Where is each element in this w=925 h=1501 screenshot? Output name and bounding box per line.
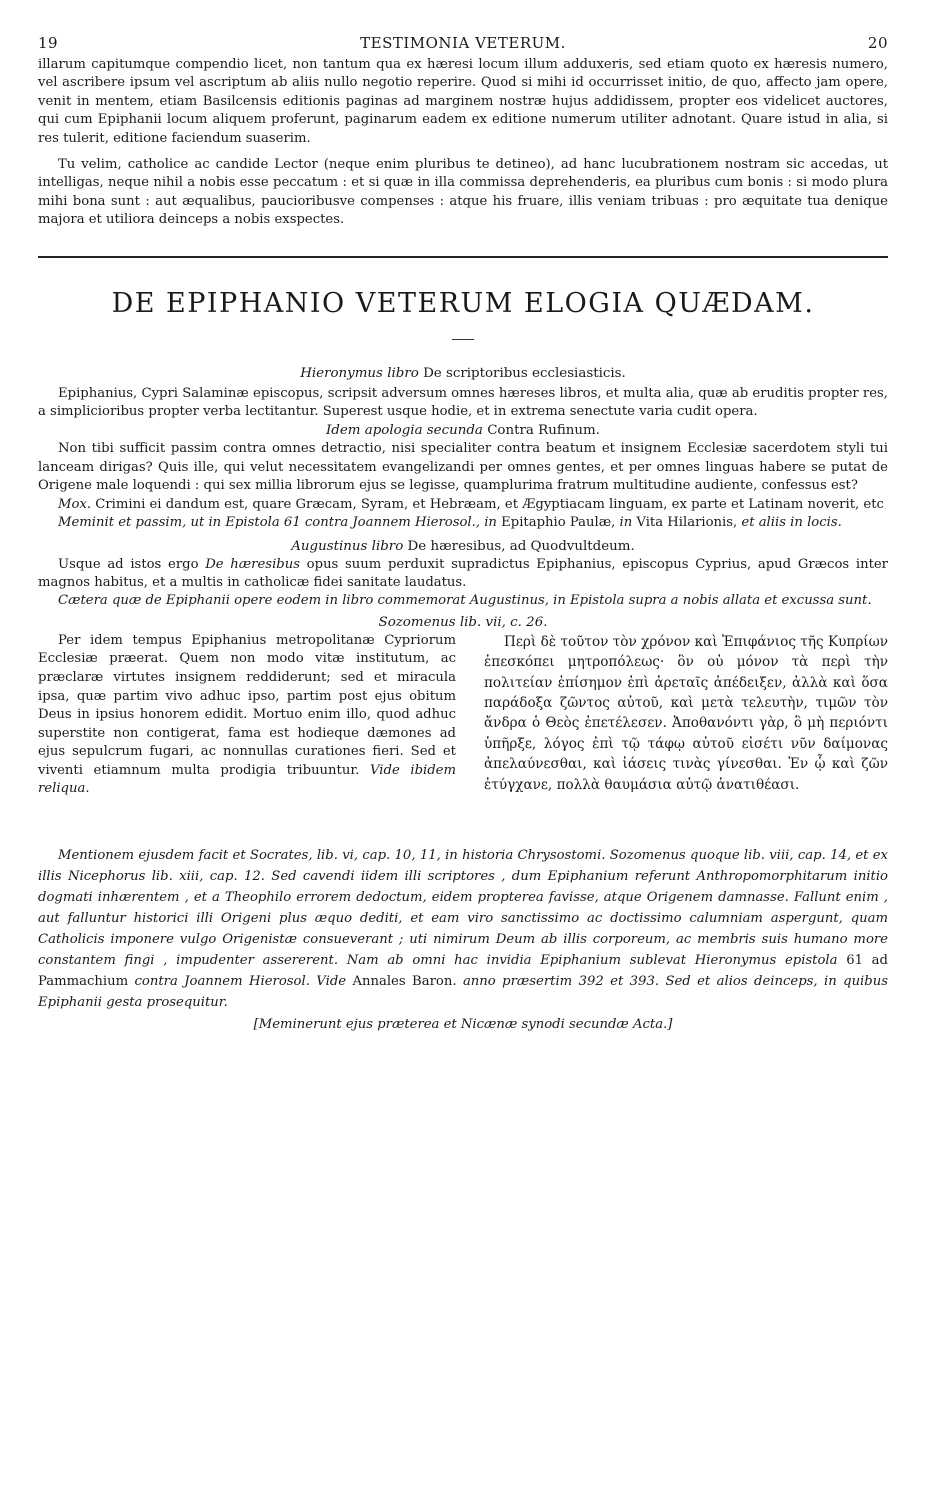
intro-paragraph-2: Tu velim, catholice ac candide Lector (neque enim pluribus te detineo), ad hanc lucubrationem nostram sic accedas, ut intelligas, neque nihil a nobis esse peccatum : et si quæ in illa commissa deprehenderis, ea pluribus cum bonis : si modo plura mihi bona sunt : aut æqualibus, paucioribusve compenses : atque his fruare, illis veniam tribuas : pro æquitate tua denique majora et utiliora deinceps a nobis exspectes. <box>38 157 888 228</box>
sozomenus-latin-ref: Vide ibidem reliqua. <box>38 762 456 797</box>
closing-c: contra Joannem Hierosol. Vide <box>128 974 353 990</box>
augustinus-b: De hæresibus <box>205 556 300 572</box>
source-work: Contra Rufinum. <box>487 423 600 439</box>
section-title: DE EPIPHANIO VETERUM ELOGIA QUÆDAM. <box>111 287 815 319</box>
mox-text <box>38 496 888 514</box>
meminit-note <box>38 514 888 532</box>
idem-text: Non tibi sufficit passim contra omnes detractio, nisi specialiter contra beatum et insignem Ecclesiæ sacerdotem styli tui lanceam dirigas? Quis ille, qui velut necessitatem evangelizandi per omnes gentes, et per omnes linguas habere se putat de Origene male loquendi : qui sex millia librorum ejus se legisse, quamplurima fratrum multitudine audiente, confessus est? <box>38 441 888 494</box>
meminit-e: et aliis in locis. <box>737 515 842 531</box>
running-title: TESTIMONIA VETERUM. <box>360 34 566 52</box>
meminit-c: in <box>619 515 637 531</box>
source-work: De scriptoribus ecclesiasticis. <box>423 365 626 381</box>
closing-a: Mentionem ejusdem facit et Socrates, lib. vi, cap. 10, 11, in historia Chrysostomi. Sozomenus quoque lib. viii, cap. 14, et ex illis Nicephorus lib. xiii, cap. 12. Sed cavendi iidem illi scriptores , dum Epiphanium referunt Anthropomorphitarum initio dogmati inhærentem , et a Theophilo errorem dedoctum, eidem propterea favisse, atque Origenem damnasse. Fallunt enim , aut falluntur historici illi Origeni plus æquo dediti, et eam viro sanctissimo ac doctissimo calumniam aspergunt, quam Catholicis imponere vulgo Origenistæ consueverant ; uti nimirum Deum ab illis corporeum, ac membris suis humano more constantem fingi , impudenter assererent. Nam ab omni hac invidia Epiphanium sublevat Hieronymus epistola <box>38 848 888 969</box>
page <box>38 34 888 1032</box>
sozomenus-latin <box>38 632 456 799</box>
closing-text <box>38 845 888 1013</box>
title-dash <box>452 339 474 340</box>
meminit-d: Vita Hilarionis, <box>636 515 738 531</box>
source-work: De hæresibus, ad Quodvultdeum. <box>407 538 635 554</box>
source-heading-hieronymus <box>38 366 888 381</box>
closing-e: anno præsertim 392 et 393. Sed et alios deinceps, in quibus Epiphanii gesta prosequitur. <box>38 974 888 1011</box>
source-heading-idem <box>38 423 888 438</box>
mox-label: Mox. <box>58 496 92 512</box>
source-author: Hieronymus libro <box>300 365 419 381</box>
augustinus-text <box>38 556 888 593</box>
sozomenus-latin-body: Per idem tempus Epiphanius metropolitanæ Cypriorum Ecclesiæ præerat. Quem non modo vitæ institutum, ac præclaræ virtutes insignem reddiderunt; sed et miracula ipsa, quæ partim vivo adhuc ipso, partim post ejus obitum Deus in ipsius honorem edidit. Mortuo enim illo, quod adhuc superstite non contigerat, fama est hodieque dæmones ad ejus sepulcrum fugari, ac nonnullas curationes fieri. Sed et viventi etiamnum multa prodigia tribuuntur. <box>38 632 456 778</box>
source-author: Idem apologia secunda <box>326 423 483 439</box>
mox-body: Crimini ei dandum est, quare Græcam, Syram, et Hebræam, et Ægyptiacam linguam, ex parte et Latinam noverit, etc <box>91 496 884 512</box>
meminit-b: Epitaphio Paulæ, <box>501 515 620 531</box>
closing-note <box>38 845 888 1032</box>
latin-column <box>38 632 456 799</box>
sozomenus-greek: Περὶ δὲ τοῦτον τὸν χρόνον καὶ Ἐπιφάνιος τῆς Κυπρίων ἐπεσκόπει μητροπόλεως· ὃν οὐ μόνον τὰ περὶ τὴν πολιτείαν ἐπίσημον ἐπὶ ἀρεταῖς ἀπέδειξεν, ἀλλὰ καὶ ὅσα παράδοξα ζῶντος αὐτοῦ, καὶ μετὰ τελευτὴν, τιμῶν τὸν ἄνδρα ὁ Θεὸς ἐπετέλεσεν. Ἀποθανόντι γὰρ, ὃ μὴ περιόντι ὑπῆρξε, λόγος ἐπὶ τῷ τάφῳ αὐτοῦ εἰσέτι νῦν δαίμονας ἀπελαύνεσθαι, καὶ ἰάσεις τινὰς γίνεσθαι. Ἐν ᾧ καὶ ζῶν ἐτύγχανε, πολλὰ θαυμάσια αὐτῷ ἀνατιθέασι. <box>484 633 888 793</box>
augustinus-a: Usque ad istos ergo <box>58 556 206 572</box>
page-number-right: 20 <box>867 34 888 52</box>
greek-column <box>484 632 888 799</box>
source-author: Augustinus libro <box>291 538 404 554</box>
running-head <box>38 34 888 52</box>
augustinus-c: opus suum perduxit supradictus Epiphanius, episcopus Cyprius, apud Græcos inter magnos habitus, et a multis in catholicæ fidei sanitate laudatus. <box>38 556 888 590</box>
source-heading-sozomenus: Sozomenus lib. vii, c. 26. <box>378 614 548 630</box>
intro-paragraph-1: illarum capitumque compendio licet, non tantum qua ex hæresi locum illum adduxeris, sed etiam quoto ex hæresis numero, vel ascribere ipsum vel ascriptum ab aliis nullo negotio reperire. Quod si mihi id occurrisset initio, de quo, affecto jam opere, venit in mentem, etiam Basilcensis editionis paginas ad marginem nostræ hujus addidissem, propter eos videlicet auctores, qui cum Epiphanii locum aliquem proferunt, paginarum eadem ex editione numerum utiliter adnotant. Quare istud in alia, si res tulerit, editione faciendum suaserim. <box>38 57 888 146</box>
meminit-a: Meminit et passim, ut in Epistola 61 contra Joannem Hierosol., in <box>58 515 502 531</box>
source-heading-augustinus <box>38 539 888 554</box>
bracket-note: [Meminerunt ejus præterea et Nicænæ synodi secundæ Acta.] <box>253 1017 673 1033</box>
page-number-left: 19 <box>38 34 59 52</box>
section-rule <box>38 256 888 258</box>
closing-d: Annales Baron. <box>352 974 457 990</box>
hieronymus-text: Epiphanius, Cypri Salaminæ episcopus, scripsit adversum omnes hæreses libros, et multa alia, quæ ab eruditis propter res, a simplicioribus propter verba lectitantur. Superest usque hodie, et in extrema senectute varia cudit opera. <box>38 385 888 420</box>
two-column-block <box>38 632 888 799</box>
augustinus-note: Cætera quæ de Epiphanii opere eodem in libro commemorat Augustinus, in Epistola supra a nobis allata et excussa sunt. <box>58 593 872 609</box>
closing-b: 61 ad Pammachium <box>38 953 888 990</box>
